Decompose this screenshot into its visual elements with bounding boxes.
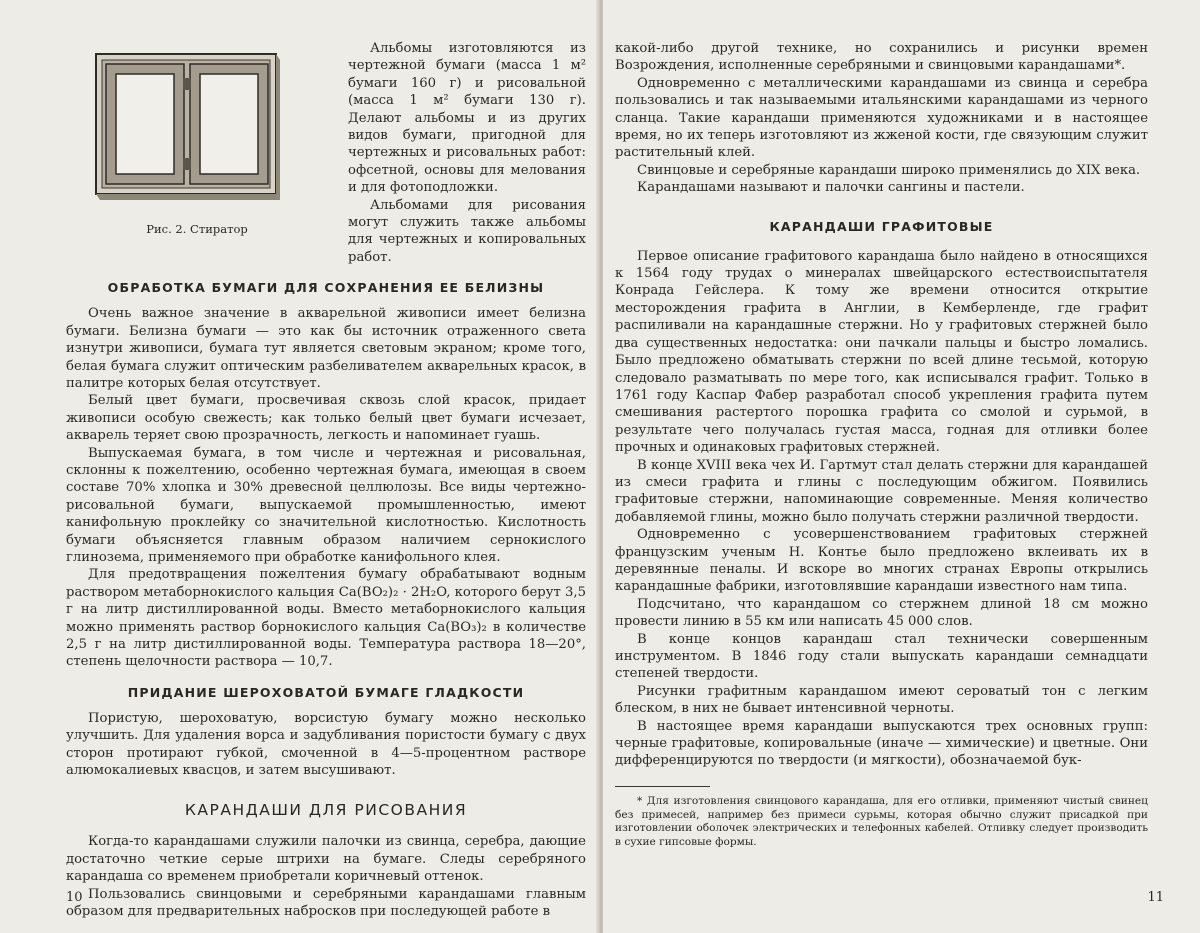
paragraph: Пористую, шероховатую, ворсистую бумагу можно несколько улучшить. Для удаления ворса и задубливания пористости бумагу с двух сторон протирают губкой, смоченной в 4—5-процентном растворе алюмокалиевых квасцов, и затем высушивают. [66, 710, 586, 780]
paragraph: Пользовались свинцовыми и серебряными карандашами главным образом для предварительных набросков при последующей работе в [66, 886, 586, 921]
figure-caption: Рис. 2. Стиратор [66, 222, 328, 236]
paragraph: Первое описание графитового карандаша было найдено в относящихся к 1564 году трудах о минералах швейцарского естествоиспытателя Конрада Гейслера. К тому же времени относится открытие месторождения графита в Англии, в Кемберленде, где графит распиливали на карандашные стержни. Но у графитовых стержней было два существенных недостатка: они пачкали пальцы и быстро ломались. Было предложено обматывать стержни по всей длине тесьмой, которую следовало разматывать по мере того, как исписывался графит. Только в 1761 году Каспар Фабер разработал способ укрепления графита путем смешивания растертого порошка графита со смолой и сурьмой, в результате чего получалась густая масса, годная для отливки более прочных и одинаковых графитовых стержней. [615, 248, 1148, 457]
paragraph: Карандашами называют и палочки сангины и пастели. [615, 179, 1148, 196]
page-number-right: 11 [1147, 890, 1164, 905]
figure-row [66, 40, 586, 266]
paragraph: Когда-то карандашами служили палочки из свинца, серебра, дающие достаточно четкие серые штрихи на бумаге. Следы серебряного карандаша со временем приобретали коричневый оттенок. [66, 833, 586, 885]
right-page [603, 0, 1200, 933]
paragraph: В конце концов карандаш стал технически совершенным инструментом. В 1846 году стали выпускать карандаши семнадцати степеней твердости. [615, 631, 1148, 683]
left-page [0, 0, 600, 933]
paragraph: какой-либо другой технике, но сохранились и рисунки времен Возрождения, исполненные серебряными и свинцовыми карандашами*. [615, 40, 1148, 75]
figure-stirator [66, 40, 328, 266]
paragraph: Свинцовые и серебряные карандаши широко применялись до XIX века. [615, 162, 1148, 179]
paragraph: Для предотвращения пожелтения бумагу обрабатывают водным раствором метаборнокислого кальция Ca(BO₂)₂ · 2H₂O, которого берут 3,5 г на литр дистиллированной воды. Вместо метаборнокислого кальция можно применять раствор борнокислого кальция Ca(BO₃)₂ в количестве 2,5 г на литр дистиллированной воды. Температура раствора 18—20°, степень щелочности раствора — 10,7. [66, 566, 586, 670]
section-heading-smoothness: ПРИДАНИЕ ШЕРОХОВАТОЙ БУМАГЕ ГЛАДКОСТИ [66, 685, 586, 700]
figure-side-text [328, 40, 586, 266]
paragraph: Выпускаемая бумага, в том числе и чертежная и рисовальная, склонны к пожелтению, особенно чертежная бумага, имеющая в своем составе 70% хлопка и 30% древесной целлюлозы. Все виды чертежно-рисовальной бумаги, выпускаемой промышленностью, имеют канифольную проклейку со значительной кислотностью. Кислотность бумаги объясняется главным образом наличием сернокислого глинозема, применяемого при обработке канифольного клея. [66, 445, 586, 567]
stirator-illustration [66, 40, 286, 212]
paragraph: Одновременно с металлическими карандашами из свинца и серебра пользовались и так называемыми итальянскими карандашами из черного сланца. Такие карандаши применяются художниками и в настоящее время, но их теперь изготовляют из жженой кости, где связующим служит растительный клей. [615, 75, 1148, 162]
section-heading-pencils: КАРАНДАШИ ДЛЯ РИСОВАНИЯ [66, 801, 586, 819]
paragraph: Одновременно с усовершенствованием графитовых стержней французским ученым Н. Контье было предложено вклеивать их в деревянные пеналы. И вскоре во многих странах Европы открылись карандашные фабрики, изготовлявшие карандаши известного нам типа. [615, 526, 1148, 596]
footnote: * Для изготовления свинцового карандаша, для его отливки, применяют чистый свинец без примесей, например без примеси сурьмы, которая обычно служит присадкой при изготовлении оболочек электрических и телефонных кабелей. Отливку следует производить в сухие гипсовые формы. [615, 795, 1148, 850]
section-heading-whiteness: ОБРАБОТКА БУМАГИ ДЛЯ СОХРАНЕНИЯ ЕЕ БЕЛИЗНЫ [66, 280, 586, 295]
paragraph: Очень важное значение в акварельной живописи имеет белизна бумаги. Белизна бумаги — это как бы источник отраженного света изнутри живописи, бумага тут является световым экраном; кроме того, белая бумага служит оптическим разбеливателем акварельных красок, в палитре которых белая отсутствует. [66, 305, 586, 392]
paragraph: Белый цвет бумаги, просвечивая сквозь слой красок, придает живописи особую свежесть; как только белый цвет бумаги исчезает, акварель теряет свою прозрачность, легкость и напоминает гуашь. [66, 392, 586, 444]
intro-paragraph-2: Альбомами для рисования могут служить также альбомы для чертежных и копировальных работ. [348, 197, 586, 267]
book-spread [0, 0, 1200, 933]
paragraph: В конце XVIII века чех И. Гартмут стал делать стержни для карандашей из смеси графита и глины с последующим обжигом. Появились графитовые стержни, напоминающие современные. Меняя количество добавляемой глины, можно было получать стержни различной твердости. [615, 457, 1148, 527]
footnote-rule [615, 786, 710, 787]
paragraph: В настоящее время карандаши выпускаются трех основных групп: черные графитовые, копировальные (иначе — химические) и цветные. Они дифференцируются по твердости (и мягкости), обозначаемой бук- [615, 718, 1148, 770]
paragraph: Подсчитано, что карандашом со стержнем длиной 18 см можно провести линию в 55 км или написать 45 000 слов. [615, 596, 1148, 631]
paragraph: Рисунки графитным карандашом имеют сероватый тон с легким блеском, в них не бывает интенсивной черноты. [615, 683, 1148, 718]
page-number-left: 10 [66, 890, 83, 905]
intro-paragraph: Альбомы изготовляются из чертежной бумаги (масса 1 м² бумаги 160 г) и рисовальной (масса 1 м² бумаги 130 г). Делают альбомы и из других видов бумаги, пригодной для чертежных и рисовальных работ: офсетной, основы для мелования и для фотоподложки. [348, 40, 586, 197]
section-heading-graphite: КАРАНДАШИ ГРАФИТОВЫЕ [615, 219, 1148, 234]
